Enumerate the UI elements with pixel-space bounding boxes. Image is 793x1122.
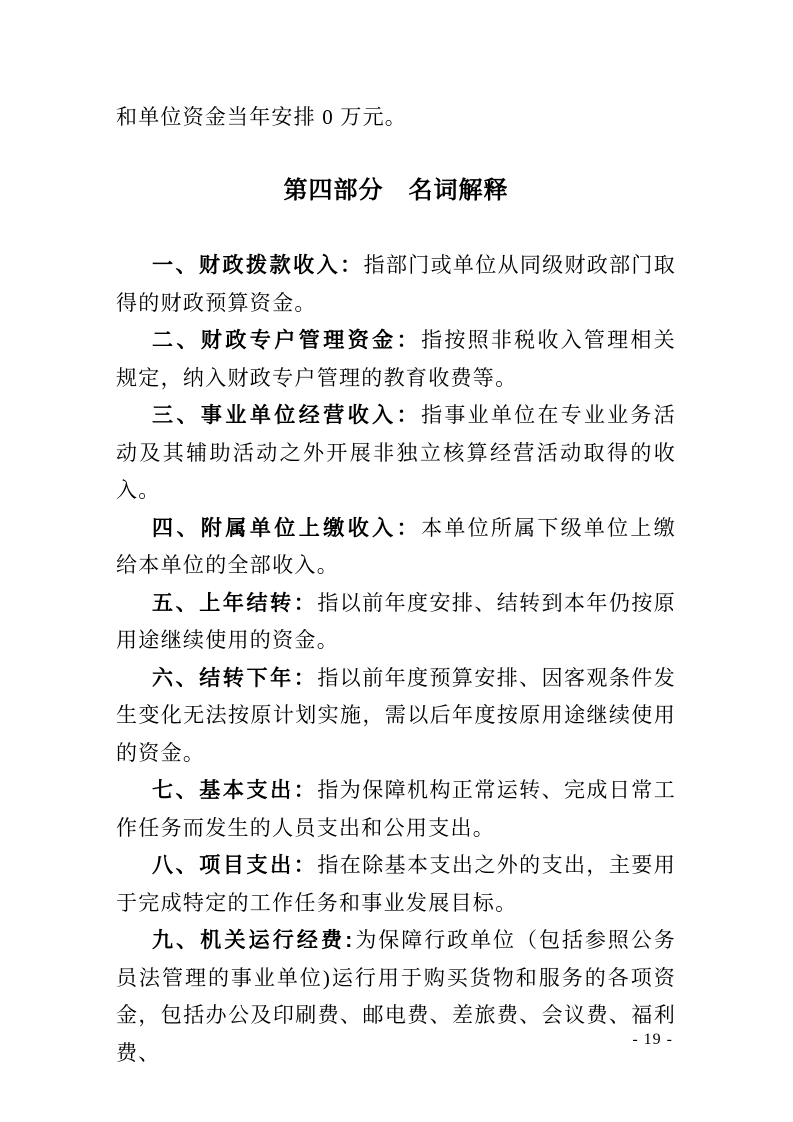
term-label-2: 二、财政专户管理资金：: [152, 329, 422, 352]
term-paragraph-8: [116, 847, 676, 922]
term-definition-5: 指以前年度安排、结转到本年仍按原用途继续使用的资金。: [116, 590, 676, 652]
term-label-3: 三、事业单位经营收入：: [152, 404, 422, 427]
term-label-1: 一、财政拨款收入：: [152, 254, 364, 277]
term-paragraph-2: [116, 322, 676, 397]
term-paragraph-7: [116, 772, 676, 847]
term-definition-1: 指部门或单位从同级财政部门取得的财政预算资金。: [116, 253, 676, 315]
term-label-5: 五、上年结转：: [152, 591, 318, 615]
term-definition-4: 本单位所属下级单位上缴给本单位的全部收入。: [116, 515, 676, 577]
term-definition-3: 指事业单位在专业业务活动及其辅助活动之外开展非独立核算经营活动取得的收入。: [116, 403, 676, 502]
paragraph-continuation: 和单位资金当年安排 0 万元。: [116, 105, 407, 129]
term-label-8: 八、项目支出：: [152, 854, 318, 877]
term-definition-2: 指按照非税收入管理相关规定，纳入财政专户管理的教育收费等。: [116, 328, 676, 390]
term-paragraph-1: [116, 247, 676, 322]
term-paragraph-6: [116, 660, 676, 773]
term-paragraph-5: [116, 585, 676, 660]
term-label-6: 六、结转下年：: [152, 666, 318, 690]
page-number: - 19 -: [632, 1031, 673, 1048]
term-label-4: 四、附属单位上缴收入：: [152, 516, 422, 540]
section-heading: 第四部分 名词解释: [283, 176, 509, 204]
term-definition-7: 指为保障机构正常运转、完成日常工作任务而发生的人员支出和公用支出。: [116, 778, 676, 840]
term-definition-6: 指以前年度预算安排、因客观条件发生变化无法按原计划实施，需以后年度按原用途继续使用的资金。: [116, 665, 676, 765]
term-definition-8: 指在除基本支出之外的支出，主要用于完成特定的工作任务和事业发展目标。: [116, 853, 676, 915]
document-content: [116, 99, 676, 1072]
term-paragraph-9: [116, 922, 676, 1072]
term-paragraph-4: [116, 510, 676, 585]
term-label-9: 九、机关运行经费:: [152, 929, 355, 952]
term-definition-9: 为保障行政单位（包括参照公务员法管理的事业单位)运行用于购买货物和服务的各项资金，包括办公及印刷费、邮电费、差旅费、会议费、福利费、: [116, 928, 676, 1065]
term-paragraph-3: [116, 397, 676, 510]
term-label-7: 七、基本支出：: [152, 779, 318, 802]
